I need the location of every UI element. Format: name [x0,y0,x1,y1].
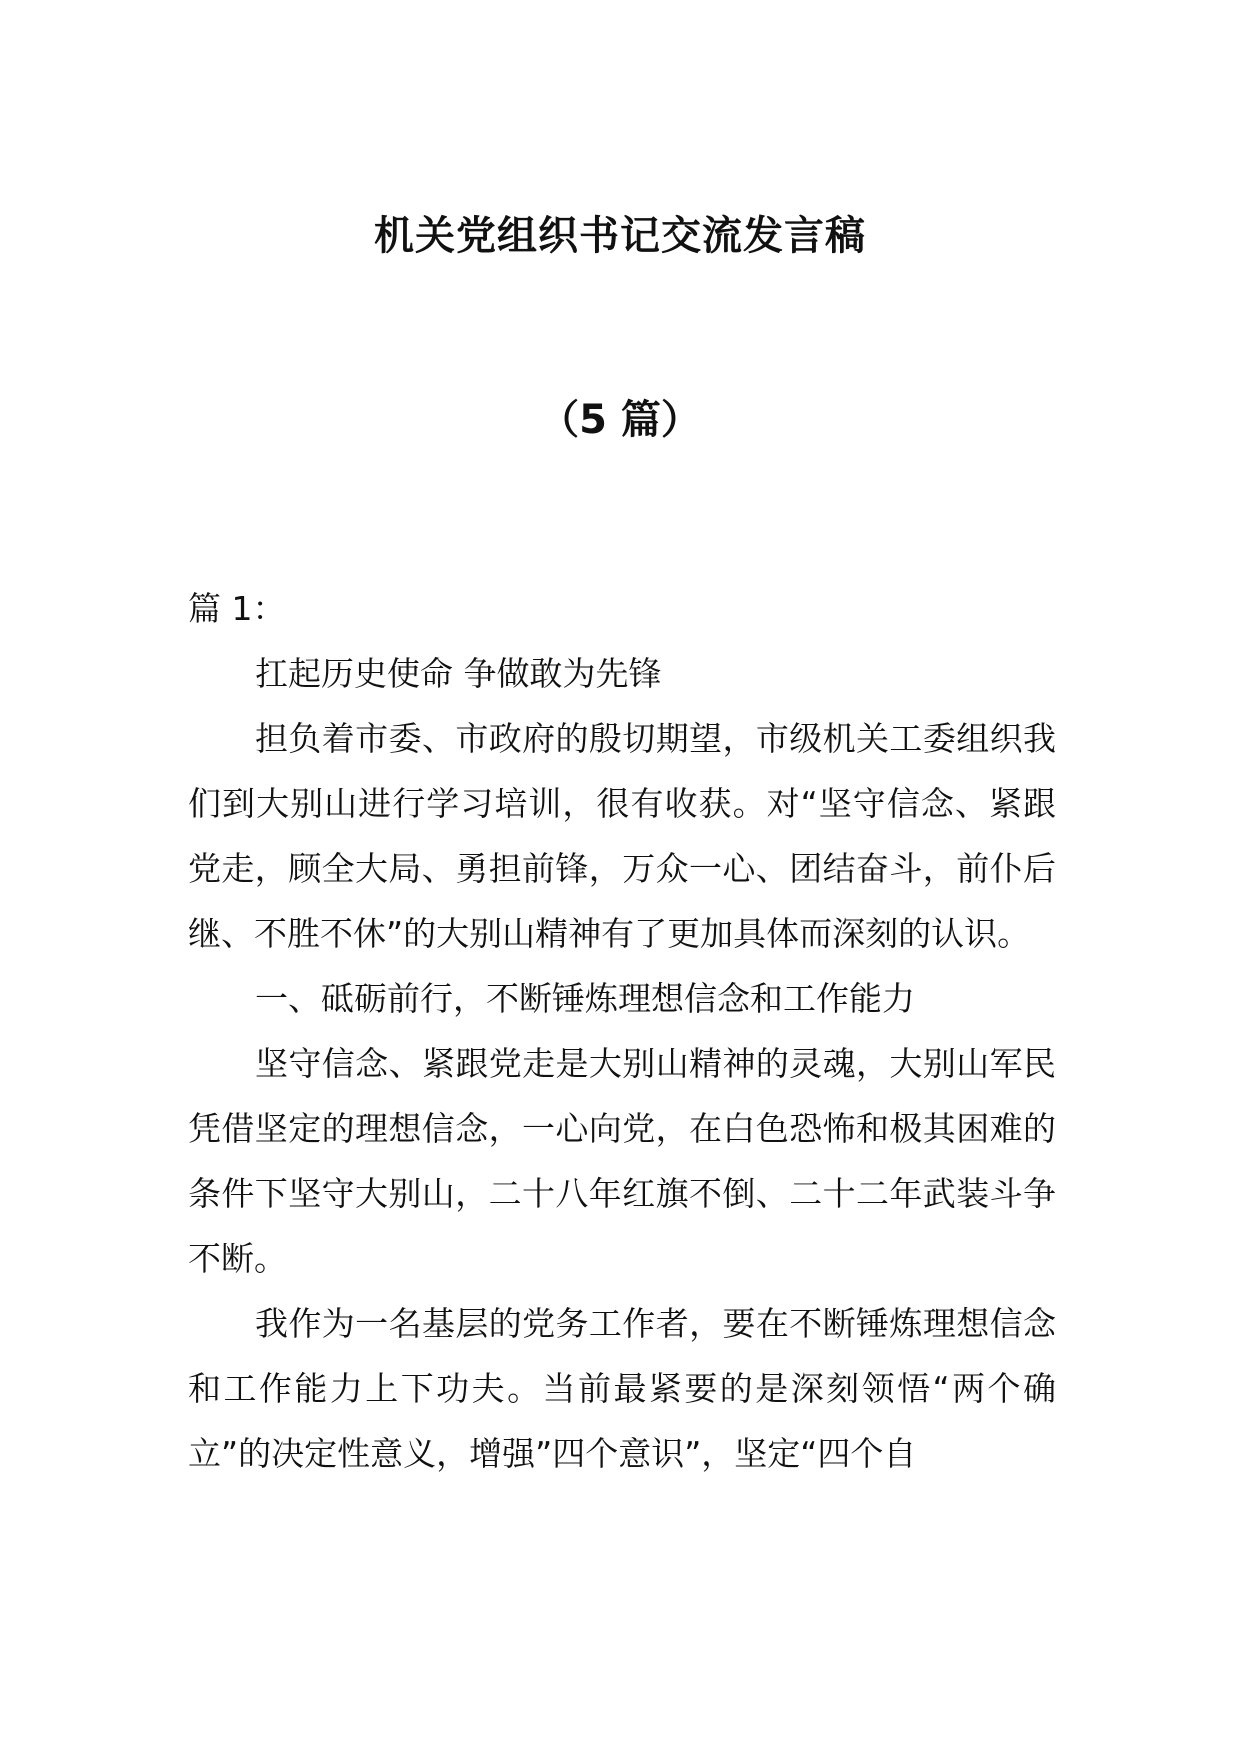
paragraph: 我作为一名基层的党务工作者，要在不断锤炼理想信念和工作能力上下功夫。当前最紧要的是深刻领悟“两个确立”的决定性意义，增强”四个意识”，坚定“四个自 [188,1304,1056,1473]
document-body [188,576,1056,1486]
section-label: 篇 1： [188,589,286,628]
document-subtitle: （5 篇） [539,397,701,443]
section-heading: 扛起历史使命 争做敢为先锋 [255,654,662,693]
paragraph: 担负着市委、市政府的殷切期望，市级机关工委组织我们到大别山进行学习培训，很有收获。对“坚守信念、紧跟党走，顾全大局、勇担前锋，万众一心、团结奋斗，前仆后继、不胜不休”的大别山精神有了更加具体而深刻的认识。 [188,719,1056,953]
document-title: 机关党组织书记交流发言稿 [374,213,866,259]
paragraph-heading: 一、砥砺前行，不断锤炼理想信念和工作能力 [255,979,915,1018]
paragraph: 坚守信念、紧跟党走是大别山精神的灵魂，大别山军民凭借坚定的理想信念，一心向党，在白色恐怖和极其困难的条件下坚守大别山，二十八年红旗不倒、二十二年武装斗争不断。 [188,1044,1056,1278]
